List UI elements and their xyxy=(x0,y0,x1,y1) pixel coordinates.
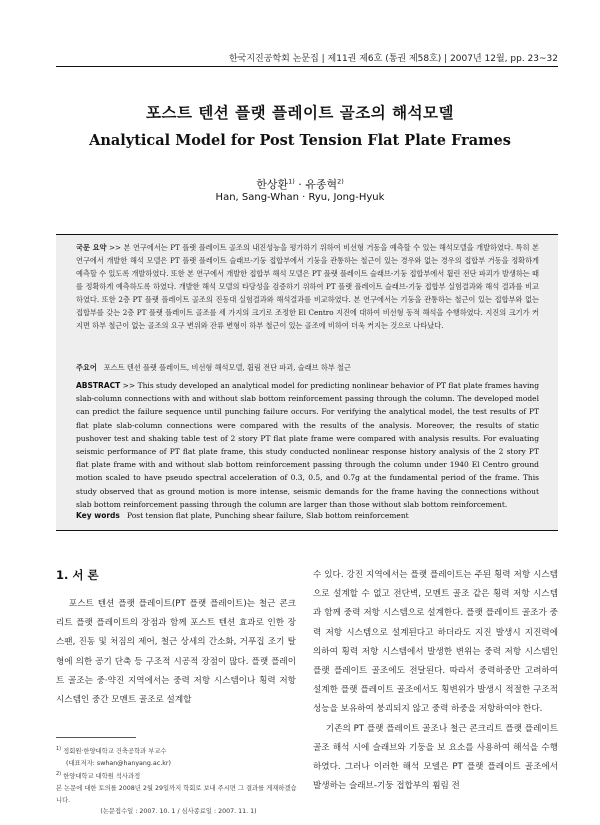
header-rule xyxy=(56,66,558,67)
footnote-discussion: 본 논문에 대한 토의를 2008년 2월 29일까지 학회로 보내 주시면 그 결과를 게재하겠습니다. xyxy=(56,784,297,804)
footnote-2-marker: 2) xyxy=(56,771,62,778)
footnote-1-text: 정회원·한양대학교 건축공학과 부교수 xyxy=(63,748,167,756)
footnotes xyxy=(56,744,301,818)
body-paragraph: 수 있다. 강진 지역에서는 플랫 플레이트는 주된 횡력 저항 시스템으로 설계할 수 없고 전단벽, 모멘트 골조 같은 횡력 저항 시스템과 함께 중력 저항 시스템으로 설계한다. 플랫 플레이트 골조가 중력 저항 시스템으로 설계된다고 하더라도 지진 발생시 지진력에 의하여 횡력 저항 시스템에서 발생한 변위는 중력 저항 시스템인 플랫 플레이트 골조에도 전달된다. 따라서 중력하중만 고려하여 설계한 플랫 플레이트 골조에서도 횡변위가 발생시 적절한 구조적 성능을 보유하여 붕괴되지 않고 중력 하중을 저항하여야 한다. xyxy=(313,570,558,715)
section-title: 1. 서 론 xyxy=(56,568,99,582)
keywords-korean xyxy=(76,361,539,374)
running-head: 한국지진공학회 논문집 | 제11권 제6호 (통권 제58호) | 2007년 12월, pp. 23~32 xyxy=(228,54,558,64)
author-sup-2: 2) xyxy=(337,177,344,186)
body-paragraph: 기존의 PT 플랫 플레이트 골조나 철근 콘크리트 플랫 플레이트 골조 해석 시에 슬래브와 기둥을 보 요소를 사용하여 해석을 수행하였다. 그러나 이러한 해석 모델은 PT 플랫 플레이트 골조에서 발생하는 슬래브-기둥 접합부의 휨림 전 xyxy=(313,723,558,792)
body-paragraph: 포스트 텐션 플랫 플레이트(PT 플랫 플레이트)는 철근 콘크리트 플랫 플레이트의 장점과 함께 포스트 텐션 효과로 인한 장스팬, 진동 및 처짐의 제어, 철근 상세의 간소화, 거푸집 조기 탈형에 의한 공기 단축 등 구조적 시공적 장점이 많다. 플랫 플레이트 골조는 중·약진 지역에서는 중력 저항 시스템이나 횡력 저항 시스템인 중간 모멘트 골조로 설계할 xyxy=(56,599,296,706)
abstract-english xyxy=(76,379,539,511)
abstract-english-label: ABSTRACT xyxy=(76,381,121,390)
keywords-korean-text: 포스트 텐션 플랫 플레이트, 비선형 해석모델, 휨림 전단 파괴, 슬래브 하부 철근 xyxy=(103,363,351,372)
footnote-2 xyxy=(56,769,301,783)
body-right-column xyxy=(313,566,558,796)
footnote-2-text: 한양대학교 대학원 석사과정 xyxy=(63,773,141,781)
footnote-rule xyxy=(56,737,136,738)
authors-english: Han, Sang-Whan · Ryu, Jong-Hyuk xyxy=(215,192,385,203)
abstract-english-text: >> This study developed an analytical model for predicting nonlinear behavior of PT flat plate frames having slab-column connections with and without slab bottom reinforcement passing through the column. The developed model can predict the failure sequence until punching failure occurs. For verifying the analytical model, the test results of PT flat plate slab-column connections were compared with the results of the analysis. Moreover, the results of static pushover test and shaking table test of 2 story PT flat plate frame were compared with analysis results. For evaluating seismic performance of PT flat plate frame, this study conducted nonlinear response history analysis of the 2 story PT flat plate frame with and without slab bottom reinforcement passing through the column under 1940 El Centro ground motion scaled to have pseudo spectral acceleration of 0.3, 0.5, and 0.7g at the fundamental period of the frame. This study observed that as ground motion is more intense, seismic demands for the frame having the connections without slab bottom reinforcement passing through the column are larger than those without slab bottom reinforcement. xyxy=(76,381,539,509)
footnote-1 xyxy=(56,744,301,758)
body-left-column xyxy=(56,595,296,710)
author-sup-1: 1) xyxy=(288,177,295,186)
keywords-english-text: Post tension flat plate, Punching shear failure, Slab bottom reinforcement xyxy=(127,511,409,520)
author-separator: · xyxy=(294,178,306,191)
author-name-1: 한상환 xyxy=(256,178,289,191)
authors-korean xyxy=(0,176,600,192)
keywords-korean-label: 주요어 xyxy=(76,363,97,372)
keywords-english xyxy=(76,511,539,520)
abstract-korean xyxy=(76,241,539,332)
title-korean: 포스트 텐션 플랫 플레이트 골조의 해석모델 xyxy=(146,104,454,122)
abstract-korean-label: 국문 요약 xyxy=(76,243,107,252)
author-name-2: 유종혁 xyxy=(305,178,338,191)
footnote-1-marker: 1) xyxy=(56,746,62,752)
footnote-1-contact: (대표저자: swhan@hanyang.ac.kr) xyxy=(66,759,171,767)
title-english: Analytical Model for Post Tension Flat Plate Frames xyxy=(89,132,511,149)
abstract-korean-text: >> 본 연구에서는 PT 플랫 플레이트 골조의 내진성능을 평가하기 위하여 비선형 거동을 예측할 수 있는 해석모델을 개발하였다. 특히 본 연구에서 개발한 해석 모델은 PT 플랫 플레이트 슬래브-기둥 접합부에서 기둥을 관통하는 철근이 있는 경우와 없는 경우의 접합부 거동을 정확하게 예측할 수 있도록 개발하였다. 또한 본 연구에서 개발한 접합부 해석 모델은 PT 플랫 플레이트 슬래브-기둥 접합부에서 휨린 전단 파괴가 발생하는 때를 정확하게 예측하도록 하였다. 개발한 해석 모델의 타당성을 검증하기 위하여 PT 플랫 플레이트 슬래브-기둥 접합부 실험결과와 해석 결과를 비교하였다. 또한 2층 PT 플랫 플레이트 골조의 진동대 실험결과와 해석결과를 비교하였다. 본 연구에서는 기둥을 관통하는 철근이 있는 접합부와 없는 접합부를 갖는 2층 PT 플랫 플레이트 골조를 세 가지의 크기로 조정한 El Centro 지진에 대하여 비선형 동적 해석을 수행하였다. 지진의 크기가 커지면 하부 철근이 없는 골조의 요구 변위와 잔류 변형이 하부 철근이 있는 골조에 비하여 더욱 커지는 것으로 나타났다. xyxy=(76,243,539,330)
footnote-received: (논문접수일 : 2007. 10. 1 / 심사종료일 : 2007. 11. 1) xyxy=(100,808,257,816)
keywords-english-label: Key words xyxy=(76,511,120,520)
